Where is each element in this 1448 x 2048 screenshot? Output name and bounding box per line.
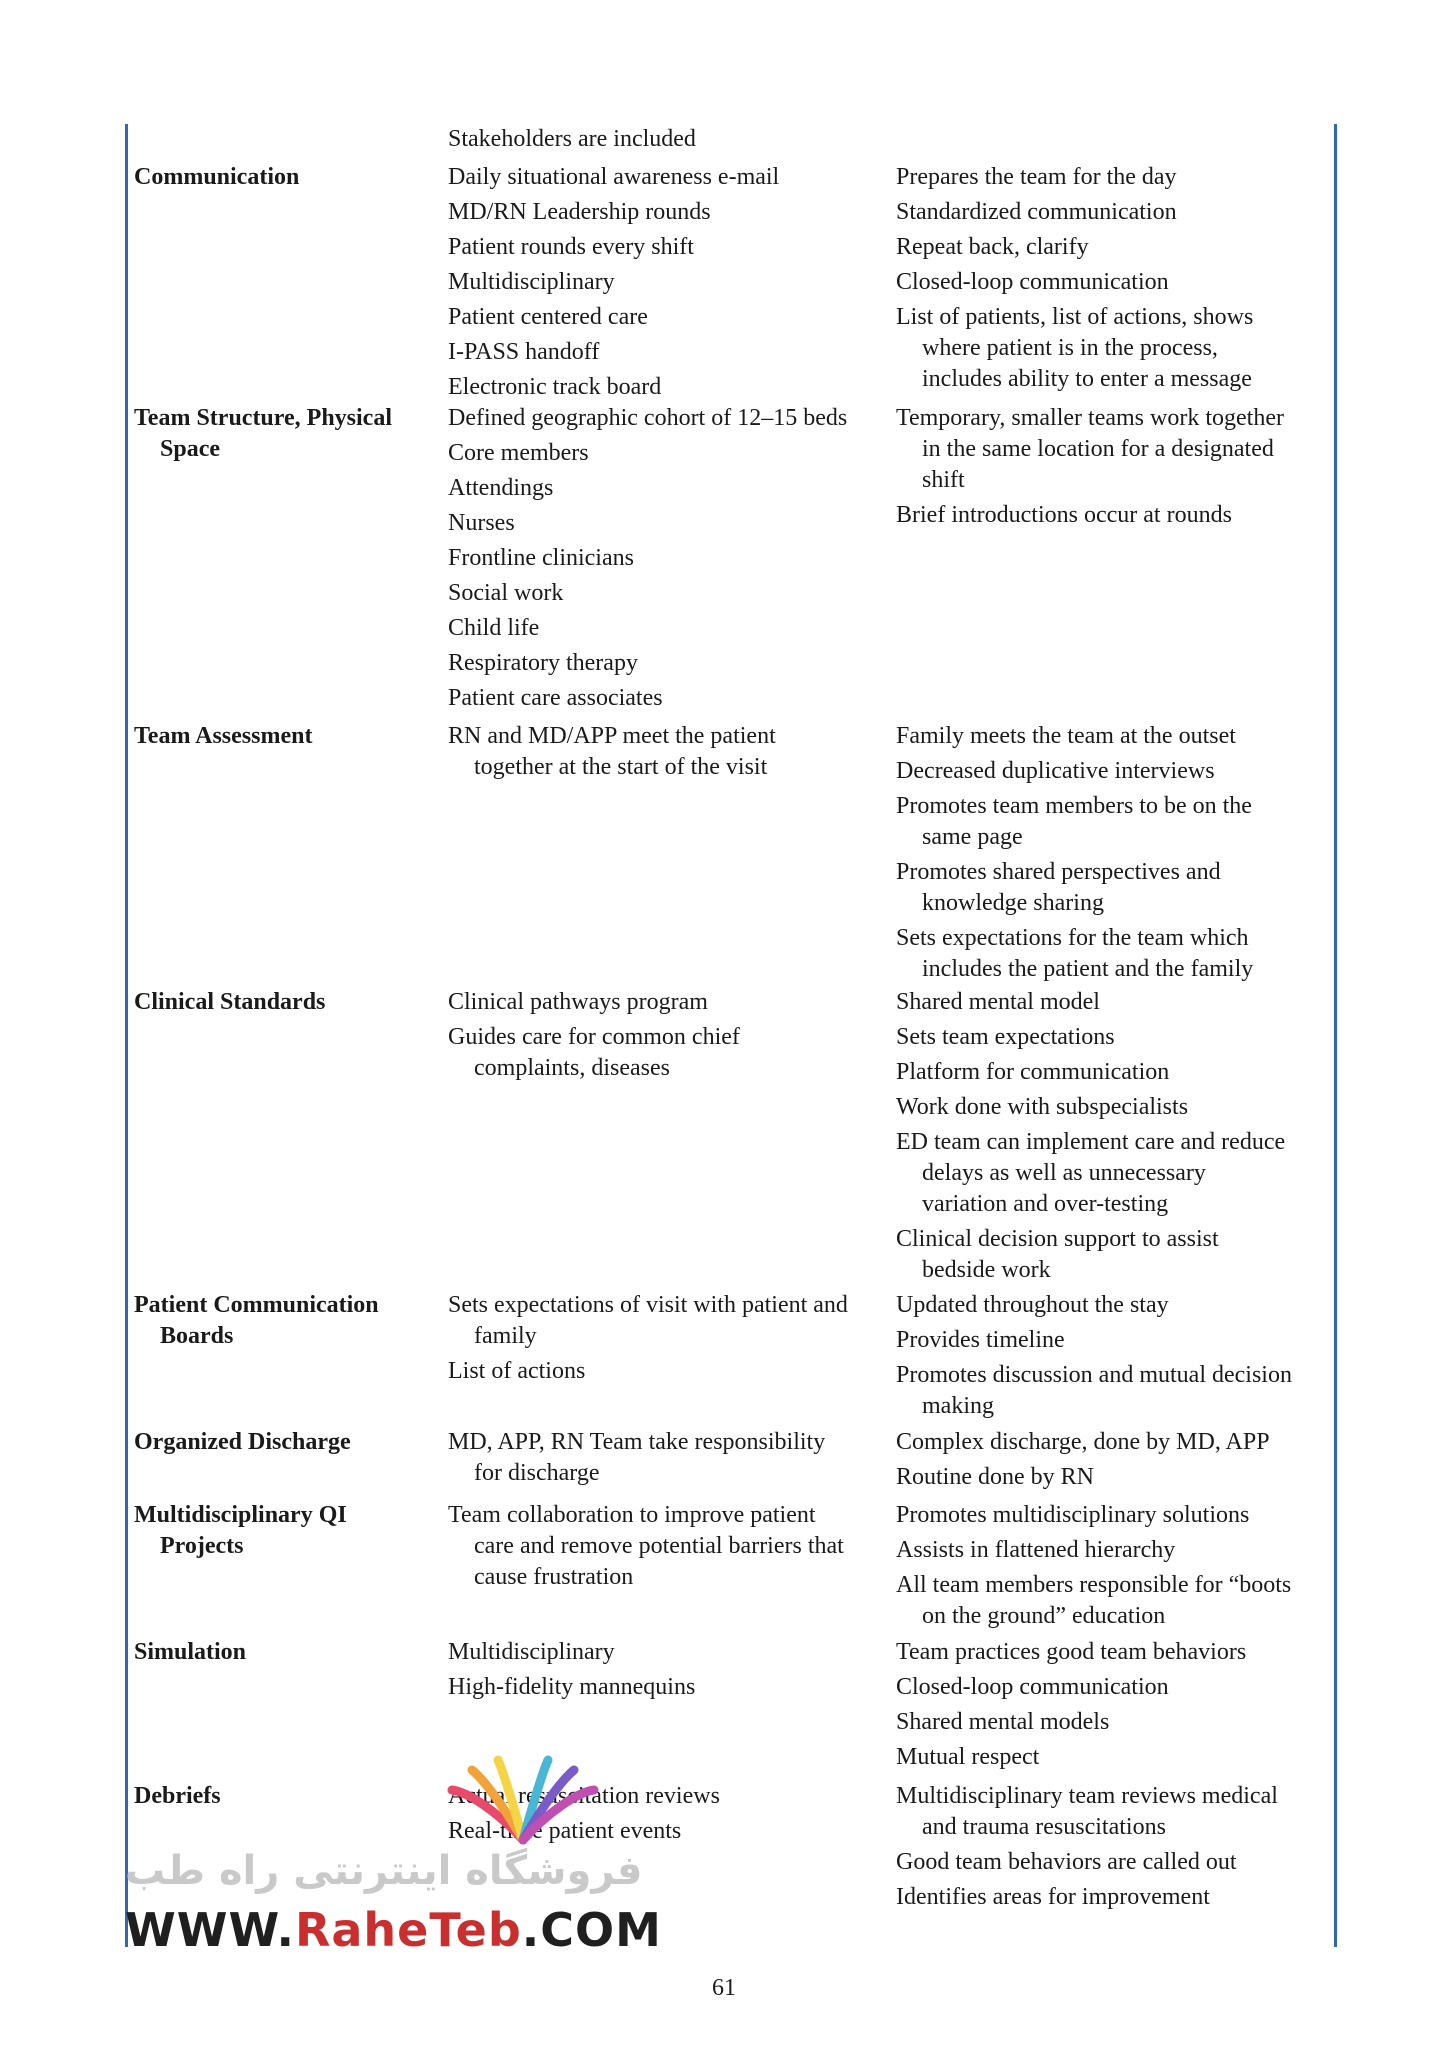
outcome-cell (896, 987, 1332, 1290)
topic-cell (134, 162, 434, 197)
topic-cell (134, 1427, 434, 1462)
topic-item: Simulation (134, 1639, 247, 1665)
outcome-item: Updated throughout the stay (896, 1292, 1169, 1318)
outcome-item: Routine done by RN (896, 1464, 1094, 1490)
outcome-cell (896, 1290, 1332, 1426)
outcome-item: Clinical decision support to assist bedside work (896, 1226, 1219, 1283)
action-item: Attendings (448, 475, 554, 501)
action-item: Nurses (448, 510, 515, 536)
outcome-cell (896, 1637, 1332, 1777)
action-item: MD/RN Leadership rounds (448, 199, 711, 225)
action-item: List of actions (448, 1358, 586, 1384)
outcome-item: Complex discharge, done by MD, APP (896, 1429, 1270, 1455)
action-item: RN and MD/APP meet the patient together at the start of the visit (448, 723, 776, 780)
outcome-item: Promotes discussion and mutual decision making (896, 1362, 1292, 1419)
action-item: Clinical pathways program (448, 989, 708, 1015)
outcome-item: Standardized communication (896, 199, 1177, 225)
action-cell (448, 403, 893, 718)
topic-cell (134, 721, 434, 756)
outcome-item: Work done with subspecialists (896, 1094, 1189, 1120)
outcome-item: Platform for communication (896, 1059, 1170, 1085)
outcome-item: Mutual respect (896, 1744, 1040, 1770)
outcome-item: Decreased duplicative interviews (896, 758, 1215, 784)
table-left-rule (125, 124, 128, 1947)
outcome-cell (896, 1427, 1332, 1497)
action-item: Guides care for common chief complaints, diseases (448, 1024, 740, 1081)
outcome-item: Closed-loop communication (896, 269, 1169, 295)
action-item: Patient centered care (448, 304, 648, 330)
action-item: Child life (448, 615, 540, 641)
watermark-url: WWW.RaheTeb.COM (125, 1903, 662, 1957)
action-cell (448, 987, 893, 1088)
action-item: Patient care associates (448, 685, 663, 711)
outcome-item: Team practices good team behaviors (896, 1639, 1247, 1665)
table-right-rule (1334, 124, 1337, 1947)
outcome-cell (896, 721, 1332, 989)
topic-item: Clinical Standards (134, 989, 326, 1015)
topic-item: Team Structure, Physical Space (134, 405, 392, 462)
action-cell (448, 124, 893, 159)
action-item: Team collaboration to improve patient care and remove potential barriers that cause frustration (448, 1502, 844, 1590)
action-item: Frontline clinicians (448, 545, 634, 571)
action-item: MD, APP, RN Team take responsibility for discharge (448, 1429, 826, 1486)
action-item: I-PASS handoff (448, 339, 600, 365)
outcome-cell (896, 403, 1332, 535)
action-cell (448, 1500, 893, 1597)
topic-item: Debriefs (134, 1783, 221, 1809)
outcome-item: ED team can implement care and reduce delays as well as unnecessary variation and over-testing (896, 1129, 1286, 1217)
outcome-item: Family meets the team at the outset (896, 723, 1236, 749)
outcome-item: Sets expectations for the team which includes the patient and the family (896, 925, 1254, 982)
outcome-item: Brief introductions occur at rounds (896, 502, 1232, 528)
action-cell (448, 721, 893, 787)
action-item: High-fidelity mannequins (448, 1674, 696, 1700)
outcome-item: Repeat back, clarify (896, 234, 1089, 260)
topic-cell (134, 1500, 434, 1566)
topic-item: Multidisciplinary QI Projects (134, 1502, 347, 1559)
outcome-item: Provides timeline (896, 1327, 1065, 1353)
topic-cell (134, 403, 434, 469)
outcome-item: Good team behaviors are called out (896, 1849, 1237, 1875)
page-number: 61 (712, 1975, 736, 2001)
topic-cell (134, 1637, 434, 1672)
topic-cell (134, 1290, 434, 1356)
outcome-item: All team members responsible for “boots on the ground” education (896, 1572, 1292, 1629)
action-cell (448, 1637, 893, 1707)
action-item: Multidisciplinary (448, 269, 615, 295)
outcome-item: Closed-loop communication (896, 1674, 1169, 1700)
action-item: Actual resuscitation reviews (448, 1783, 720, 1809)
outcome-item: Sets team expectations (896, 1024, 1115, 1050)
open-book-logo-icon (438, 1752, 608, 1852)
outcome-item: Promotes shared perspectives and knowledge sharing (896, 859, 1221, 916)
outcome-item: Identifies areas for improvement (896, 1884, 1210, 1910)
action-item: Core members (448, 440, 589, 466)
outcome-cell (896, 1500, 1332, 1636)
action-cell (448, 162, 893, 407)
action-item: Electronic track board (448, 374, 662, 400)
outcome-item: Shared mental models (896, 1709, 1110, 1735)
topic-cell (134, 987, 434, 1022)
outcome-item: Shared mental model (896, 989, 1100, 1015)
action-item: Daily situational awareness e-mail (448, 164, 780, 190)
outcome-item: Assists in flattened hierarchy (896, 1537, 1176, 1563)
outcome-item: Temporary, smaller teams work together in the same location for a designated shift (896, 405, 1284, 493)
outcome-item: Promotes team members to be on the same page (896, 793, 1252, 850)
topic-item: Organized Discharge (134, 1429, 351, 1455)
outcome-item: List of patients, list of actions, shows where patient is in the process, includes ability to enter a message (896, 304, 1254, 392)
topic-cell (134, 1781, 434, 1816)
action-cell (448, 1290, 893, 1391)
action-item: Sets expectations of visit with patient and family (448, 1292, 848, 1349)
outcome-item: Multidisciplinary team reviews medical and trauma resuscitations (896, 1783, 1278, 1840)
action-item: Real-time patient events (448, 1818, 682, 1844)
outcome-item: Promotes multidisciplinary solutions (896, 1502, 1250, 1528)
outcome-cell (896, 162, 1332, 399)
topic-item: Team Assessment (134, 723, 313, 749)
topic-item: Communication (134, 164, 300, 190)
action-item: Defined geographic cohort of 12–15 beds (448, 405, 848, 431)
action-item: Respiratory therapy (448, 650, 638, 676)
outcome-cell (896, 1781, 1332, 1917)
outcome-item: Prepares the team for the day (896, 164, 1177, 190)
action-item: Multidisciplinary (448, 1639, 615, 1665)
action-item: Stakeholders are included (448, 126, 696, 152)
watermark-persian-text: فروشگاه اینترنتی راه طب (125, 1848, 643, 1894)
topic-item: Patient Communication Boards (134, 1292, 379, 1349)
action-item: Social work (448, 580, 564, 606)
action-cell (448, 1427, 893, 1493)
action-item: Patient rounds every shift (448, 234, 694, 260)
